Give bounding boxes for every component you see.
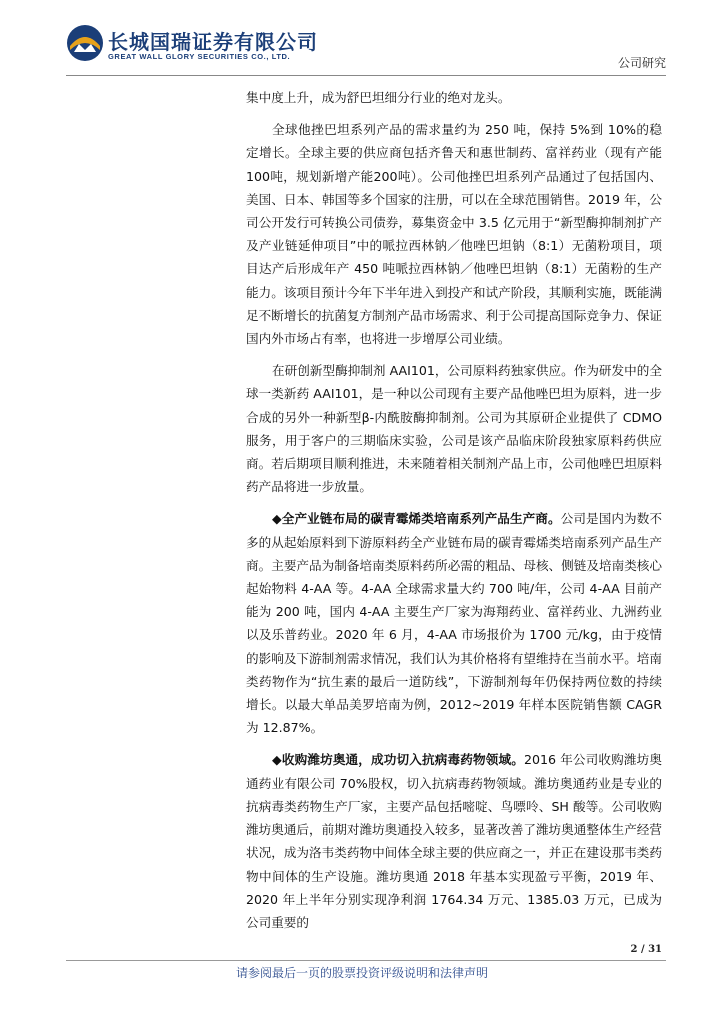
footer-divider [66,960,666,961]
paragraph-tazobactam: 全球他挫巴坦系列产品的需求量约为 250 吨，保持 5%到 10%的稳定增长。全球主要的供应商包括齐鲁天和惠世制药、富祥药业（现有产能100吨，规划新增产能200吨）。公司他挫巴坦系列产品通过了包括国内、美国、日本、韩国等多个国家的注册，可以在全球范围销售。2019 年，公司公开发行可转换公司债券，募集资金中 3.5 亿元用于“新型酶抑制剂扩产及产业链延伸项目”中的哌拉西林钠／他唑巴坦钠（8:1）无菌粉项目，项目达产后形成年产 450 吨哌拉西林钠／他唑巴坦钠（8:1）无菌粉的生产能力。该项目预计今年下半年进入到投产和试产阶段，其顺利实施，既能满足不断增长的抗菌复方制剂产品市场需求、利于公司提高国际竞争力、保证国内外市场占有率，也将进一步增厚公司业绩。 [246,122,662,347]
company-name-cn: 长城国瑞证券有限公司 [108,30,318,54]
company-logo-icon [66,24,104,62]
paragraph-lead-weifang: ◆收购潍坊奥通，成功切入抗病毒药物领域。 [272,752,524,768]
page-header [0,0,724,80]
paragraph-aai101: 在研创新型酶抑制剂 AAI101，公司原料药独家供应。作为研发中的全球一类新药 AAI101，是一种以公司现有主要产品他唑巴坦为原料，进一步合成的另外一种新型β-内酰胺酶抑制剂。公司为其原研企业提供了 CDMO 服务，用于客户的三期临床实验，公司是该产品临床阶段独家原料药供应商。若后期项目顺利推进，未来随着相关制剂产品上市，公司他唑巴坦原料药产品将进一步放量。 [246,363,662,495]
paragraph-penem [246,507,662,739]
paragraph-weifang [246,748,662,934]
paragraph-text-weifang: 2016 年公司收购潍坊奥通药业有限公司 70%股权，切入抗病毒药物领域。潍坊奥通药业是专业的抗病毒类药物生产厂家，主要产品包括嘧啶、鸟嘌呤、SH 酸等。公司收购潍坊奥通后，前期对潍坊奥通投入较多，显著改善了潍坊奥通整体生产经营状况，成为洛韦类药物中间体全球主要的供应商之一，并正在建设那韦类药物中间体的生产设施。潍坊奥通 2018 年基本实现盈亏平衡，2019 年、2020 年上半年分别实现净利润 1764.34 万元、1385.03 万元，已成为公司重要的 [246,752,662,930]
section-label: 公司研究 [617,56,666,70]
paragraph-lead-penem: ◆全产业链布局的碳青霉烯类培南系列产品生产商。 [272,511,561,527]
header-divider [66,75,666,76]
report-body [246,86,662,934]
disclaimer-link[interactable]: 请参阅最后一页的股票投资评级说明和法律声明 [235,966,488,980]
paragraph-text-penem: 公司是国内为数不多的从起始原料到下游原料药全产业链布局的碳青霉烯类培南系列产品生产商。主要产品为制备培南类原料药所必需的粗品、母核、侧链及培南类核心起始物料 4-AA 等。4-AA 全球需求量大约 700 吨/年，公司 4-AA 目前产能为 200 吨，国内 4-AA 主要生产厂家为海翔药业、富祥药业、九洲药业以及乐普药业。2020 年 6 月，4-AA 市场报价为 1700 元/kg，由于疫情的影响及下游制剂需求情况，我们认为其价格将有望维持在当前水平。培南类药物作为“抗生素的最后一道防线”，下游制剂每年仍保持两位数的持续增长。以最大单品美罗培南为例，2012~2019 年样本医院销售额 CAGR 为 12.87%。 [246,511,663,736]
company-name-en: GREAT WALL GLORY SECURITIES CO., LTD. [108,52,291,61]
page-number: 2 / 31 [630,944,662,955]
paragraph-continued: 集中度上升，成为舒巴坦细分行业的绝对龙头。 [246,90,511,105]
